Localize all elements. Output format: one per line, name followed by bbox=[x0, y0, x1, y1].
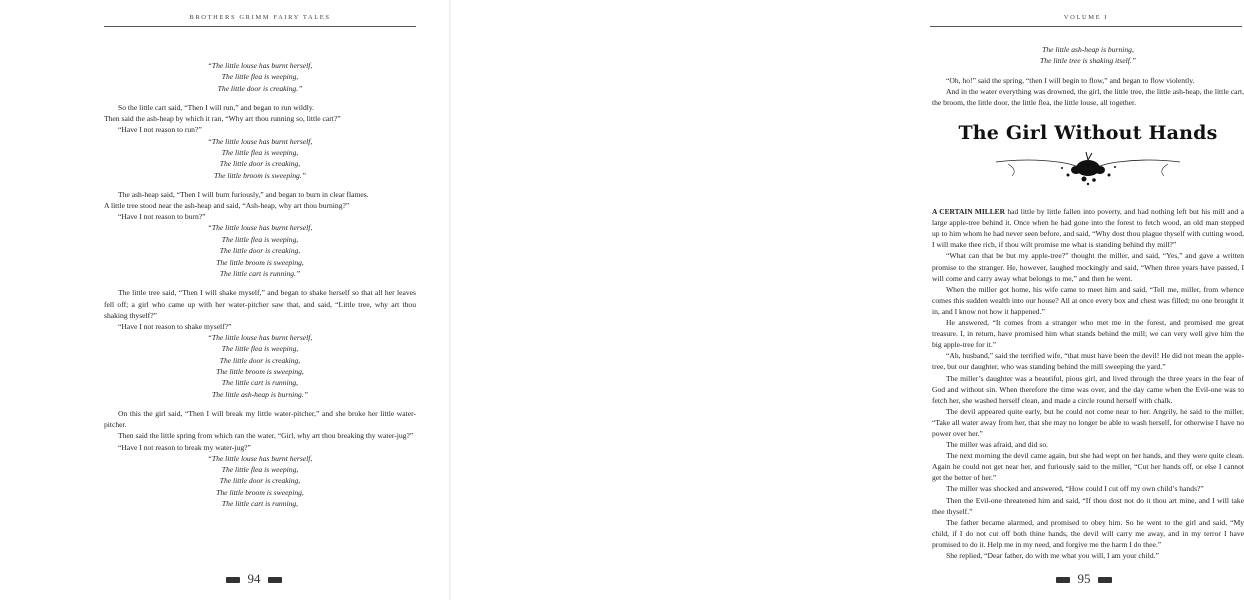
page-footer-left bbox=[204, 571, 304, 587]
paragraph: The devil appeared quite early, but he could not come near to her. Angrily, he said to the miller, “Take all water away from her, that she may no longer be able to wash herself, for otherwise I have no power over her.” bbox=[932, 406, 1244, 438]
verse-line: The little ash-heap is burning.” bbox=[212, 389, 308, 399]
paragraph: The miller’s daughter was a beautiful, pious girl, and lived through the three years in the fear of God and without sin. When therefore the time was over, and the day came when the Evil-one was to fetch her, she washed herself clean, and made a circle round herself with chalk. bbox=[932, 373, 1244, 405]
ink-splash-flourish-icon bbox=[988, 148, 1188, 188]
paragraph: Then the Evil-one threatened him and said, “If thou dost not do it thou art mine, and I will take thee thyself.” bbox=[932, 495, 1244, 516]
header-rule-left bbox=[104, 26, 416, 27]
right-page bbox=[450, 0, 1244, 600]
paragraph: “Oh, ho!” said the spring, “then I will begin to flow,” and began to flow violently. bbox=[946, 75, 1195, 85]
verse-line: The little flea is weeping, bbox=[221, 465, 299, 475]
page-ornament-icon bbox=[226, 577, 240, 583]
paragraph: “Have I not reason to break my water-jug?” bbox=[118, 442, 251, 452]
paragraph: And in the water everything was drowned, the girl, the little tree, the little ash-heap, the little cart, the broom, the little door, the little flea, the little louse, all together. bbox=[932, 86, 1244, 107]
header-rule-right bbox=[930, 26, 1242, 27]
verse-line: The little door is creaking.” bbox=[217, 83, 303, 93]
paragraph: The miller was afraid, and did so. bbox=[946, 440, 1049, 450]
paragraph: The ash-heap said, “Then I will burn furiously,” and began to burn in clear flames. bbox=[118, 190, 369, 200]
right-top-blocks bbox=[932, 44, 1244, 108]
verse-block bbox=[104, 60, 416, 94]
paragraph: Then said the ash-heap by which it ran, “Why art thou running so, little cart?” bbox=[104, 114, 341, 124]
verse-line: The little cart is running, bbox=[221, 378, 299, 388]
paragraph: “Have I not reason to run?” bbox=[118, 125, 202, 135]
paragraph: The little tree said, “Then I will shake myself,” and began to shake herself so that all her leaves fell off; a girl who came up with her water-pitcher saw that, and said, “Little tree, why art thou shaking thyself?” bbox=[104, 288, 416, 320]
story-lead-in: A CERTAIN MILLER bbox=[932, 207, 1005, 217]
verse-line: The little broom is sweeping.” bbox=[214, 170, 306, 180]
verse-line: “The little louse has burnt herself, bbox=[207, 453, 313, 463]
verse-line: The little door is creaking, bbox=[219, 246, 301, 256]
verse-line: “The little louse has burnt herself, bbox=[207, 223, 313, 233]
verse-line: The little tree is shaking itself.” bbox=[1040, 56, 1136, 66]
page-ornament-icon bbox=[1056, 577, 1070, 583]
paragraph: The next morning the devil came again, but she had wept on her hands, and they were quite clean. Again he could not get near her, and furiously said to the miller, “Cut her hands off, or else I cannot get the better of her.” bbox=[932, 451, 1244, 483]
verse-block bbox=[104, 453, 416, 510]
story-paragraphs bbox=[932, 250, 1244, 561]
paragraph: He answered, “It comes from a stranger who met me in the forest, and promised me great treasure. I, in return, have promised him what stands behind the mill; we can very well give him the big apple-tree for it.” bbox=[932, 318, 1244, 350]
verse-line: The little door is creaking, bbox=[219, 355, 301, 365]
page-number-right: 95 bbox=[1077, 571, 1091, 586]
paragraph: On this the girl said, “Then I will break my little water-pitcher,” and she broke her little water-pitcher. bbox=[104, 409, 416, 430]
paragraph: “Have I not reason to burn?” bbox=[118, 212, 206, 222]
page-ornament-icon bbox=[268, 577, 282, 583]
first-paragraph-text: had little by little fallen into poverty, and had nothing left but his mill and a large apple-tree behind it. Once when he had gone into the forest to fetch wood, an old man stepped up to him whom he had never seen before, and said, “Why dost thou plague thyself with cutting wood, I will make thee rich, if thou wilt promise me what is standing behind thy mill?” bbox=[932, 207, 1244, 250]
verse-line: The little flea is weeping, bbox=[221, 147, 299, 157]
left-page-body bbox=[104, 60, 416, 518]
verse-line: “The little louse has burnt herself, bbox=[207, 332, 313, 342]
paragraph: “Ah, husband,” said the terrified wife, “that must have been the devil! He did not mean the apple-tree, but our daughter, who was standing behind the mill sweeping the yard.” bbox=[932, 351, 1244, 372]
paragraph: When the miller got home, his wife came to meet him and said, “Tell me, miller, from whence comes this sudden wealth into our house? All at once every box and chest was filled; no one brought it in, and I know not how it happened.” bbox=[932, 284, 1244, 316]
verse-line: The little ash-heap is burning, bbox=[1042, 45, 1134, 54]
verse-line: The little flea is weeping, bbox=[221, 234, 299, 244]
verse-line: The little cart is running.” bbox=[219, 269, 301, 279]
verse-line: The little flea is weeping, bbox=[221, 72, 299, 82]
story-title: The Girl Without Hands bbox=[958, 122, 1218, 145]
verse-line: The little door is creaking, bbox=[219, 476, 301, 486]
paragraph: Then said the little spring from which ran the water, “Girl, why art thou breaking thy water-jug?” bbox=[118, 431, 414, 441]
story-first-paragraph bbox=[932, 206, 1244, 250]
page-ornament-icon bbox=[1098, 577, 1112, 583]
left-page bbox=[0, 0, 450, 600]
paragraph: “Have I not reason to shake myself?” bbox=[118, 321, 232, 331]
verse-line: The little broom is sweeping, bbox=[216, 367, 304, 377]
verse-block bbox=[104, 332, 416, 400]
paragraph: “What can that be but my apple-tree?” thought the miller, and said, “Yes,” and gave a written promise to the stranger. He, however, laughed mockingly and said, “When three years have passed, I will come and carry away what belongs to me,” and then he went. bbox=[932, 251, 1244, 283]
verse-line: The little door is creaking, bbox=[219, 159, 301, 169]
paragraph: So the little cart said, “Then I will run,” and began to run wildly. bbox=[118, 103, 315, 113]
verse-block bbox=[104, 222, 416, 279]
verse-line: The little broom is sweeping, bbox=[216, 487, 304, 497]
paragraph: She replied, “Dear father, do with me what you will, I am your child.” bbox=[946, 551, 1159, 560]
page-footer-right bbox=[1034, 571, 1134, 587]
verse-line: “The little louse has burnt herself, bbox=[207, 136, 313, 146]
verse-line: The little broom is sweeping, bbox=[216, 257, 304, 267]
verse-block bbox=[104, 136, 416, 182]
running-header-left: BROTHERS GRIMM FAIRY TALES bbox=[189, 14, 331, 21]
running-header-right: VOLUME I bbox=[1063, 14, 1109, 21]
verse-block bbox=[932, 44, 1244, 67]
paragraph: The father became alarmed, and promised to obey him. So he went to the girl and said, “My child, if I do not cut off both thine hands, the devil will carry me away, and in my terror I have promised to do it. Help me in my need, and forgive me the harm I do thee.” bbox=[932, 517, 1244, 549]
verse-line: “The little louse has burnt herself, bbox=[207, 61, 313, 70]
verse-line: The little flea is weeping, bbox=[221, 344, 299, 354]
paragraph: The miller was shocked and answered, “How could I cut off my own child’s hands?” bbox=[946, 484, 1204, 494]
paragraph: A little tree stood near the ash-heap and said, “Ash-heap, why art thou burning?” bbox=[104, 201, 350, 211]
right-page-body bbox=[932, 44, 1244, 561]
page-number-left: 94 bbox=[247, 571, 261, 586]
verse-line: The little cart is running, bbox=[221, 499, 299, 509]
